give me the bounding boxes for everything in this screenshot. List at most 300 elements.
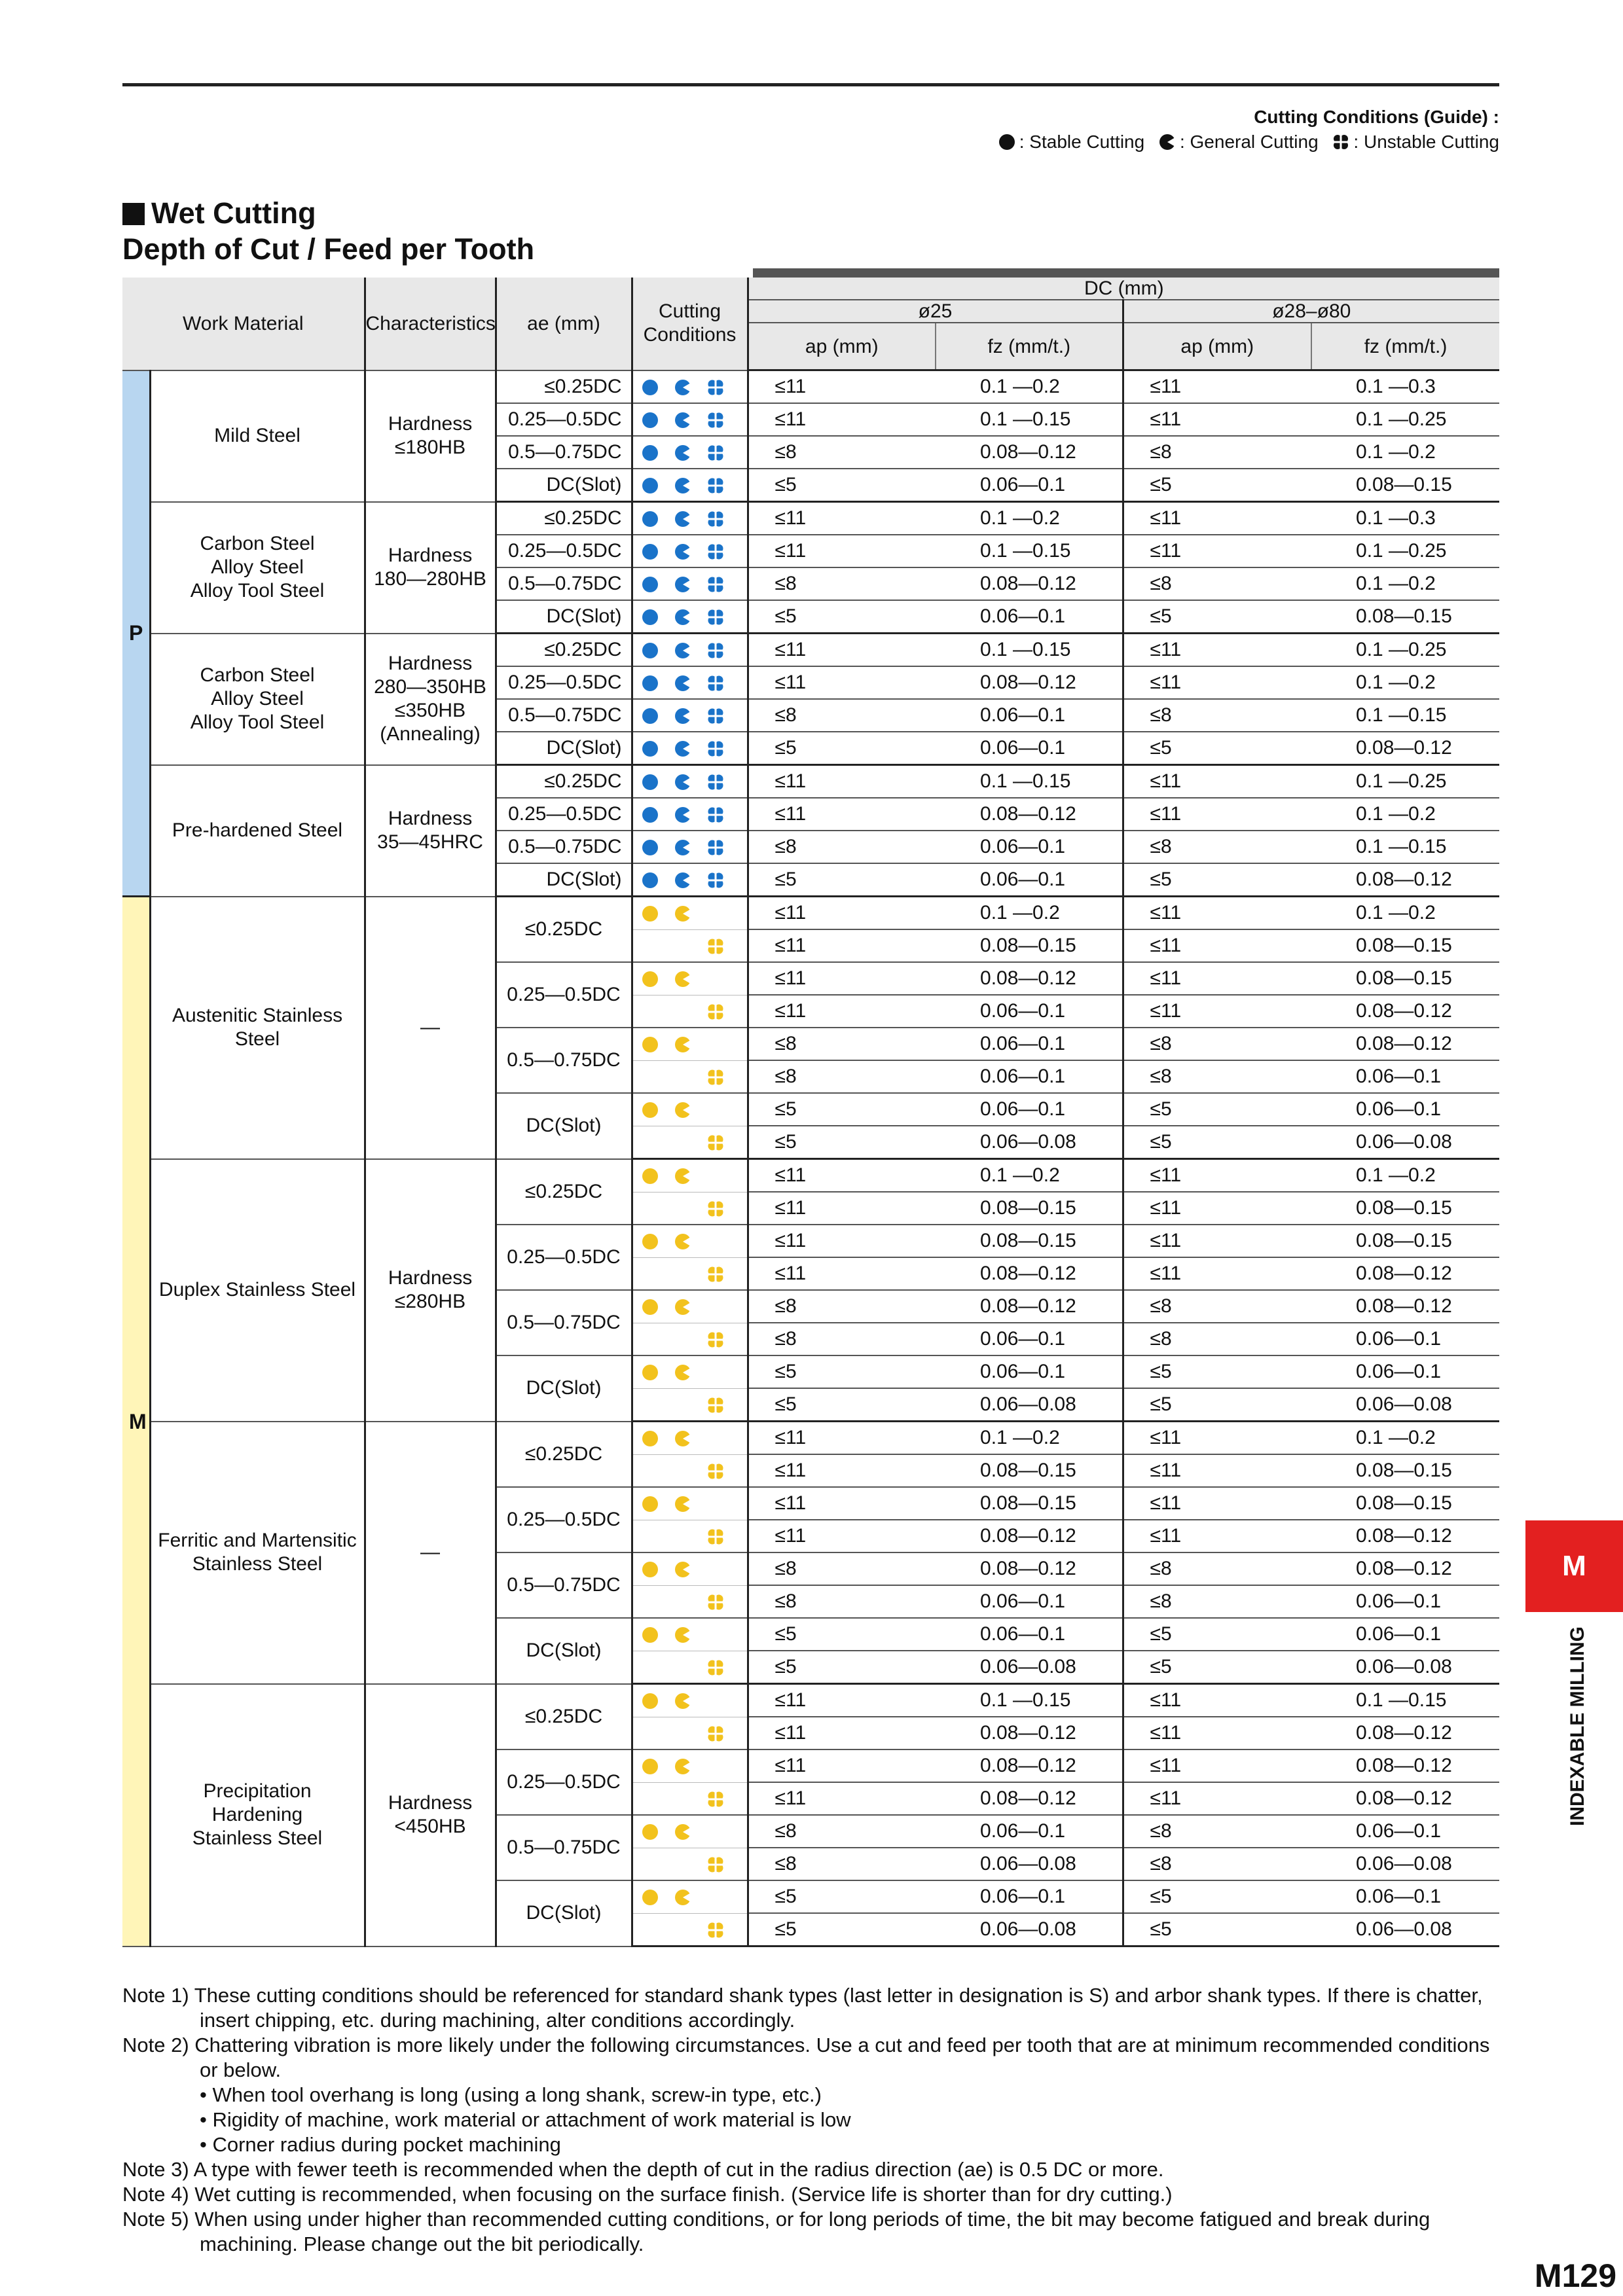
ae-value: DC(Slot) [496, 732, 632, 765]
unstable-cutting-icon [706, 1853, 739, 1874]
general-cutting-icon [674, 1623, 706, 1645]
characteristics [365, 634, 496, 765]
stable-cutting-icon [641, 507, 674, 529]
general-cutting-icon [674, 770, 706, 792]
ae-value: 0.25—0.5DC [496, 962, 632, 1028]
general-cutting-icon [674, 376, 706, 397]
general-cutting-icon [674, 408, 706, 430]
ap-d25: ≤11 [748, 929, 936, 962]
unstable-cutting-icon [706, 1787, 739, 1809]
table-row [122, 765, 1499, 798]
ap-d28: ≤11 [1123, 1487, 1311, 1520]
characteristics [365, 1159, 496, 1422]
section-tab-m[interactable]: M [1525, 1520, 1623, 1612]
fz-d25: 0.08—0.12 [936, 798, 1123, 831]
ap-d28: ≤11 [1123, 1749, 1311, 1782]
fz-d28: 0.08—0.12 [1311, 1257, 1499, 1290]
stable-cutting-icon [641, 1033, 674, 1054]
cutting-condition-icons [632, 1585, 748, 1618]
cutting-condition-icons [632, 1257, 748, 1290]
legend-stable: : Stable Cutting [1019, 132, 1145, 152]
p_groups.2.char-line: Hardness [388, 653, 473, 674]
ap-d25: ≤8 [748, 1848, 936, 1880]
fz-d28: 0.1 —0.2 [1311, 1422, 1499, 1455]
fz-d25: 0.1 —0.2 [936, 1422, 1123, 1455]
cutting-condition-icons [632, 1782, 748, 1815]
cutting-condition-icons [632, 732, 748, 765]
unstable-cutting-icon [706, 639, 739, 660]
ap-d28: ≤8 [1123, 1815, 1311, 1848]
ap-d25: ≤8 [748, 1028, 936, 1060]
unstable-cutting-icon [706, 1525, 739, 1547]
cutting-condition-icons [632, 600, 748, 634]
cutting-condition-icons [632, 1815, 748, 1848]
m_groups.3.char-line: Hardness [388, 1792, 473, 1814]
header-fz-d28: fz (mm/t.) [1311, 323, 1499, 370]
fz-d28: 0.06—0.1 [1311, 1093, 1499, 1126]
fz-d25: 0.06—0.1 [936, 863, 1123, 897]
p_groups.1.material-line: Alloy Steel [211, 556, 304, 578]
ae-value: 0.25—0.5DC [496, 1749, 632, 1815]
ap-d28: ≤5 [1123, 1388, 1311, 1422]
ap-d28: ≤5 [1123, 600, 1311, 634]
ap-d25: ≤5 [748, 1126, 936, 1159]
unstable-cutting-icon [706, 1328, 739, 1350]
cutting-condition-icons [632, 798, 748, 831]
ap-d28: ≤11 [1123, 1159, 1311, 1193]
stable-cutting-icon [641, 1361, 674, 1382]
ap-d25: ≤11 [748, 634, 936, 667]
ap-d25: ≤5 [748, 600, 936, 634]
ap-d28: ≤11 [1123, 1225, 1311, 1257]
stable-cutting-icon [641, 770, 674, 792]
ap-d25: ≤11 [748, 1717, 936, 1749]
fz-d25: 0.06—0.1 [936, 1815, 1123, 1848]
fz-d28: 0.1 —0.3 [1311, 502, 1499, 535]
ae-value: 0.5—0.75DC [496, 831, 632, 863]
ae-value: DC(Slot) [496, 1355, 632, 1422]
cutting-condition-icons [632, 1422, 748, 1455]
ap-d28: ≤5 [1123, 1880, 1311, 1913]
ap-d28: ≤11 [1123, 1782, 1311, 1815]
ap-d28: ≤11 [1123, 995, 1311, 1028]
unstable-cutting-icon [706, 1590, 739, 1612]
cutting-condition-icons [632, 1225, 748, 1257]
header-ap-d25: ap (mm) [748, 323, 936, 370]
general-cutting-icon [674, 737, 706, 759]
section-title [122, 196, 316, 230]
fz-d28: 0.08—0.15 [1311, 1487, 1499, 1520]
ap-d28: ≤8 [1123, 1848, 1311, 1880]
fz-d28: 0.06—0.1 [1311, 1815, 1499, 1848]
m_groups.0.material-line: Steel [234, 1028, 280, 1050]
fz-d28: 0.08—0.12 [1311, 995, 1499, 1028]
stable-cutting-icon [641, 1558, 674, 1579]
header-dc: DC (mm) [748, 278, 1499, 300]
fz-d28: 0.08—0.15 [1311, 1192, 1499, 1225]
ae-value: DC(Slot) [496, 1618, 632, 1684]
table-row [122, 502, 1499, 535]
work-material [150, 370, 365, 502]
ap-d28: ≤5 [1123, 1651, 1311, 1684]
ap-d25: ≤5 [748, 732, 936, 765]
fz-d28: 0.1 —0.25 [1311, 535, 1499, 567]
fz-d25: 0.06—0.1 [936, 1093, 1123, 1126]
ap-d28: ≤8 [1123, 1323, 1311, 1355]
fz-d28: 0.06—0.1 [1311, 1880, 1499, 1913]
characteristics [365, 1422, 496, 1684]
ap-d28: ≤5 [1123, 1126, 1311, 1159]
fz-d25: 0.08—0.12 [936, 1749, 1123, 1782]
ae-value: ≤0.25DC [496, 765, 632, 798]
cutting-condition-icons [632, 1552, 748, 1585]
fz-d25: 0.06—0.08 [936, 1388, 1123, 1422]
cutting-condition-icons [632, 1651, 748, 1684]
ap-d28: ≤11 [1123, 1257, 1311, 1290]
ap-d25: ≤11 [748, 1520, 936, 1552]
general-cutting-icon [674, 573, 706, 594]
header-ap-d28: ap (mm) [1123, 323, 1311, 370]
fz-d25: 0.1 —0.15 [936, 403, 1123, 436]
stable-cutting-icon [641, 836, 674, 857]
cutting-conditions-table [122, 278, 1499, 1947]
ap-d25: ≤11 [748, 897, 936, 930]
cutting-condition-icons [632, 995, 748, 1028]
p_groups.0.char-line: ≤180HB [394, 437, 466, 458]
note-label: Note 5) [122, 2208, 189, 2231]
ae-value: DC(Slot) [496, 1880, 632, 1946]
fz-d28: 0.1 —0.2 [1311, 666, 1499, 699]
unstable-cutting-icon [706, 408, 739, 430]
ap-d28: ≤11 [1123, 370, 1311, 404]
fz-d28: 0.1 —0.2 [1311, 897, 1499, 930]
ae-value: ≤0.25DC [496, 1684, 632, 1750]
note-text: Chattering vibration is more likely under the following circumstances. Use a cut and feed per tooth that are at minimum recommended conditions or below. [194, 2034, 1490, 2081]
p_groups.1.char-line: Hardness [388, 545, 473, 566]
general-cutting-icon [674, 902, 706, 924]
general-cutting-icon [674, 967, 706, 989]
fz-d25: 0.06—0.1 [936, 1585, 1123, 1618]
top-rule [122, 83, 1499, 86]
ap-d28: ≤8 [1123, 1028, 1311, 1060]
ae-value: 0.5—0.75DC [496, 699, 632, 732]
ap-d28: ≤8 [1123, 1552, 1311, 1585]
header-ae: ae (mm) [496, 278, 632, 370]
fz-d25: 0.08—0.12 [936, 962, 1123, 995]
m_groups.3.material-line: Stainless Steel [192, 1827, 323, 1849]
fz-d25: 0.1 —0.2 [936, 1159, 1123, 1193]
ae-value: 0.25—0.5DC [496, 1225, 632, 1290]
ap-d28: ≤11 [1123, 634, 1311, 667]
fz-d25: 0.06—0.1 [936, 1880, 1123, 1913]
steel-p-section [122, 370, 1499, 897]
material-letter: M [129, 1409, 147, 1433]
ap-d28: ≤8 [1123, 699, 1311, 732]
unstable-cutting-icon [706, 1197, 739, 1219]
unstable-cutting-icon [706, 376, 739, 397]
p_groups.2.char-line: ≤350HB [394, 700, 466, 721]
note [122, 1983, 1497, 2033]
unstable-cutting-icon [706, 474, 739, 495]
fz-d25: 0.06—0.1 [936, 831, 1123, 863]
fz-d28: 0.1 —0.15 [1311, 699, 1499, 732]
general-cutting-icon [674, 1558, 706, 1579]
side-category-label: INDEXABLE MILLING [1567, 1626, 1588, 1826]
ae-value: ≤0.25DC [496, 1159, 632, 1225]
stable-cutting-icon [641, 1689, 674, 1711]
ap-d25: ≤11 [748, 1487, 936, 1520]
ap-d28: ≤11 [1123, 1454, 1311, 1487]
characteristics [365, 370, 496, 502]
cutting-condition-icons [632, 436, 748, 469]
work-material [150, 897, 365, 1159]
stable-cutting-icon [641, 704, 674, 726]
material-letter-m [122, 897, 150, 1946]
p_groups.2.material-line: Alloy Tool Steel [190, 711, 325, 733]
cutting-condition-icons [632, 1717, 748, 1749]
stable-cutting-icon [998, 134, 1015, 155]
fz-d25: 0.08—0.12 [936, 1552, 1123, 1585]
ae-value: ≤0.25DC [496, 897, 632, 963]
fz-d25: 0.06—0.1 [936, 1060, 1123, 1093]
general-cutting-icon [674, 639, 706, 660]
cutting-condition-icons [632, 1454, 748, 1487]
cutting-condition-icons [632, 962, 748, 995]
general-cutting-icon [674, 869, 706, 890]
fz-d25: 0.1 —0.15 [936, 765, 1123, 798]
p_groups.2.char-line: 280—350HB [374, 676, 486, 698]
stable-cutting-icon [641, 869, 674, 890]
fz-d28: 0.08—0.12 [1311, 1717, 1499, 1749]
m_groups.2.material-line: Stainless Steel [192, 1553, 323, 1575]
table-row [122, 897, 1499, 930]
table-row [122, 370, 1499, 404]
stable-cutting-icon [641, 639, 674, 660]
notes [122, 1983, 1497, 2257]
ae-value: 0.25—0.5DC [496, 403, 632, 436]
note [122, 2033, 1497, 2083]
ap-d25: ≤11 [748, 535, 936, 567]
table-row [122, 634, 1499, 667]
ap-d28: ≤11 [1123, 502, 1311, 535]
ap-d28: ≤11 [1123, 666, 1311, 699]
header-characteristics: Characteristics [365, 278, 496, 370]
cutting-condition-icons [632, 929, 748, 962]
work-material [150, 502, 365, 634]
ae-value: 0.5—0.75DC [496, 1028, 632, 1093]
p_groups.3.material-line: Pre-hardened Steel [172, 819, 343, 841]
characteristics [365, 502, 496, 634]
ap-d28: ≤5 [1123, 1093, 1311, 1126]
work-material [150, 765, 365, 897]
section-subtitle: Depth of Cut / Feed per Tooth [122, 232, 535, 266]
fz-d28: 0.08—0.15 [1311, 929, 1499, 962]
note-bullet: • When tool overhang is long (using a long shank, screw-in type, etc.) [200, 2083, 822, 2106]
cutting-condition-icons [632, 1880, 748, 1913]
fz-d25: 0.08—0.12 [936, 1257, 1123, 1290]
note-text: When using under higher than recommended cutting conditions, or for long periods of time, the bit may become fatigued and break during machining. Please change out the bit periodically. [194, 2208, 1431, 2255]
table-row [122, 1422, 1499, 1455]
ae-value: 0.5—0.75DC [496, 436, 632, 469]
ap-d25: ≤8 [748, 567, 936, 600]
unstable-cutting-icon [706, 935, 739, 956]
fz-d28: 0.08—0.15 [1311, 1225, 1499, 1257]
section-title-text: Wet Cutting [151, 196, 316, 230]
stable-cutting-icon [641, 902, 674, 924]
ap-d25: ≤11 [748, 1159, 936, 1193]
legend-title: Cutting Conditions (Guide) : [1254, 107, 1499, 127]
ae-value: DC(Slot) [496, 1093, 632, 1159]
ae-value: DC(Slot) [496, 600, 632, 634]
characteristics [365, 765, 496, 897]
general-cutting-icon [674, 672, 706, 693]
general-cutting-icon [674, 1492, 706, 1514]
ap-d28: ≤11 [1123, 535, 1311, 567]
fz-d25: 0.08—0.12 [936, 1782, 1123, 1815]
note [122, 2207, 1497, 2257]
ap-d25: ≤11 [748, 995, 936, 1028]
cutting-condition-icons [632, 567, 748, 600]
fz-d25: 0.06—0.08 [936, 1848, 1123, 1880]
ae-value: DC(Slot) [496, 863, 632, 897]
cutting-condition-icons [632, 831, 748, 863]
stable-cutting-icon [641, 1492, 674, 1514]
ap-d28: ≤8 [1123, 1585, 1311, 1618]
ae-value: ≤0.25DC [496, 1422, 632, 1488]
ap-d25: ≤5 [748, 1355, 936, 1388]
ae-value: 0.5—0.75DC [496, 1815, 632, 1880]
header-bar [753, 268, 1499, 278]
ap-d25: ≤11 [748, 798, 936, 831]
fz-d28: 0.06—0.08 [1311, 1651, 1499, 1684]
material-letter: P [129, 621, 143, 645]
unstable-cutting-icon [706, 737, 739, 759]
fz-d25: 0.06—0.1 [936, 1028, 1123, 1060]
ap-d25: ≤11 [748, 1422, 936, 1455]
ae-value: ≤0.25DC [496, 502, 632, 535]
ap-d25: ≤8 [748, 699, 936, 732]
material-letter-p [122, 370, 150, 897]
fz-d25: 0.1 —0.15 [936, 535, 1123, 567]
ae-value: 0.25—0.5DC [496, 798, 632, 831]
ap-d28: ≤8 [1123, 436, 1311, 469]
ap-d28: ≤11 [1123, 897, 1311, 930]
stable-cutting-icon [641, 573, 674, 594]
cutting-condition-icons [632, 1848, 748, 1880]
cutting-condition-icons [632, 403, 748, 436]
work-material [150, 1684, 365, 1946]
fz-d25: 0.08—0.15 [936, 1454, 1123, 1487]
note-label: Note 4) [122, 2183, 189, 2206]
work-material [150, 1422, 365, 1684]
fz-d25: 0.1 —0.2 [936, 370, 1123, 404]
fz-d25: 0.06—0.08 [936, 1126, 1123, 1159]
fz-d28: 0.06—0.1 [1311, 1618, 1499, 1651]
stable-cutting-icon [641, 408, 674, 430]
ap-d28: ≤5 [1123, 1913, 1311, 1946]
ap-d28: ≤8 [1123, 1290, 1311, 1323]
ap-d25: ≤11 [748, 1454, 936, 1487]
unstable-cutting-icon [706, 1131, 739, 1153]
cutting-condition-icons [632, 469, 748, 502]
stable-cutting-icon [641, 376, 674, 397]
stainless-m-section [122, 897, 1499, 1946]
unstable-cutting-icon [706, 803, 739, 825]
p_groups.1.material-line: Alloy Tool Steel [190, 580, 325, 601]
ap-d25: ≤11 [748, 1684, 936, 1717]
unstable-cutting-icon [706, 1722, 739, 1744]
ap-d28: ≤5 [1123, 1618, 1311, 1651]
stable-cutting-icon [641, 803, 674, 825]
section-square-icon [122, 203, 145, 225]
note-label: Note 1) [122, 1984, 189, 2007]
header-d28-80: ø28–ø80 [1123, 300, 1499, 323]
ap-d28: ≤5 [1123, 732, 1311, 765]
m_groups.1.char-line: Hardness [388, 1267, 473, 1289]
stable-cutting-icon [641, 1427, 674, 1448]
legend-line [989, 132, 1499, 155]
cutting-condition-icons [632, 1093, 748, 1126]
work-material [150, 634, 365, 765]
fz-d25: 0.06—0.08 [936, 1651, 1123, 1684]
fz-d28: 0.08—0.12 [1311, 863, 1499, 897]
ap-d25: ≤5 [748, 469, 936, 502]
ap-d28: ≤5 [1123, 469, 1311, 502]
p_groups.3.char-line: 35—45HRC [377, 831, 483, 853]
ap-d28: ≤11 [1123, 1192, 1311, 1225]
stable-cutting-icon [641, 1230, 674, 1251]
fz-d28: 0.08—0.15 [1311, 962, 1499, 995]
m_groups.1.char-line: ≤280HB [394, 1291, 466, 1312]
p_groups.0.material-line: Mild Steel [214, 425, 301, 446]
p_groups.1.material-line: Carbon Steel [200, 533, 315, 554]
cutting-condition-icons [632, 1126, 748, 1159]
unstable-cutting-icon [706, 1918, 739, 1940]
unstable-cutting-icon [706, 836, 739, 857]
p_groups.1.char-line: 180—280HB [374, 568, 486, 590]
characteristics [365, 897, 496, 1159]
ap-d25: ≤8 [748, 1060, 936, 1093]
stable-cutting-icon [641, 967, 674, 989]
fz-d28: 0.1 —0.15 [1311, 831, 1499, 863]
ap-d28: ≤11 [1123, 1520, 1311, 1552]
ap-d25: ≤5 [748, 1913, 936, 1946]
fz-d25: 0.06—0.1 [936, 1618, 1123, 1651]
ap-d25: ≤8 [748, 1323, 936, 1355]
general-cutting-icon [674, 1755, 706, 1776]
table-row [122, 1159, 1499, 1193]
note-bullet: • Rigidity of machine, work material or attachment of work material is low [200, 2108, 851, 2131]
fz-d25: 0.08—0.15 [936, 1192, 1123, 1225]
unstable-cutting-icon [706, 704, 739, 726]
fz-d28: 0.08—0.15 [1311, 469, 1499, 502]
fz-d28: 0.1 —0.2 [1311, 1159, 1499, 1193]
fz-d28: 0.1 —0.2 [1311, 567, 1499, 600]
ae-value: ≤0.25DC [496, 370, 632, 404]
header-work-material: Work Material [122, 278, 365, 370]
fz-d25: 0.06—0.1 [936, 469, 1123, 502]
fz-d28: 0.06—0.08 [1311, 1848, 1499, 1880]
header-cutting-conditions-text: Cutting Conditions [643, 300, 737, 346]
fz-d25: 0.1 —0.15 [936, 634, 1123, 667]
general-cutting-icon [674, 1427, 706, 1448]
ae-value: 0.25—0.5DC [496, 666, 632, 699]
general-cutting-icon [674, 1033, 706, 1054]
legend-general: : General Cutting [1179, 132, 1319, 152]
ap-d28: ≤11 [1123, 962, 1311, 995]
general-cutting-icon [674, 441, 706, 463]
m_groups.3.material-line: Precipitation Hardening [203, 1780, 312, 1825]
